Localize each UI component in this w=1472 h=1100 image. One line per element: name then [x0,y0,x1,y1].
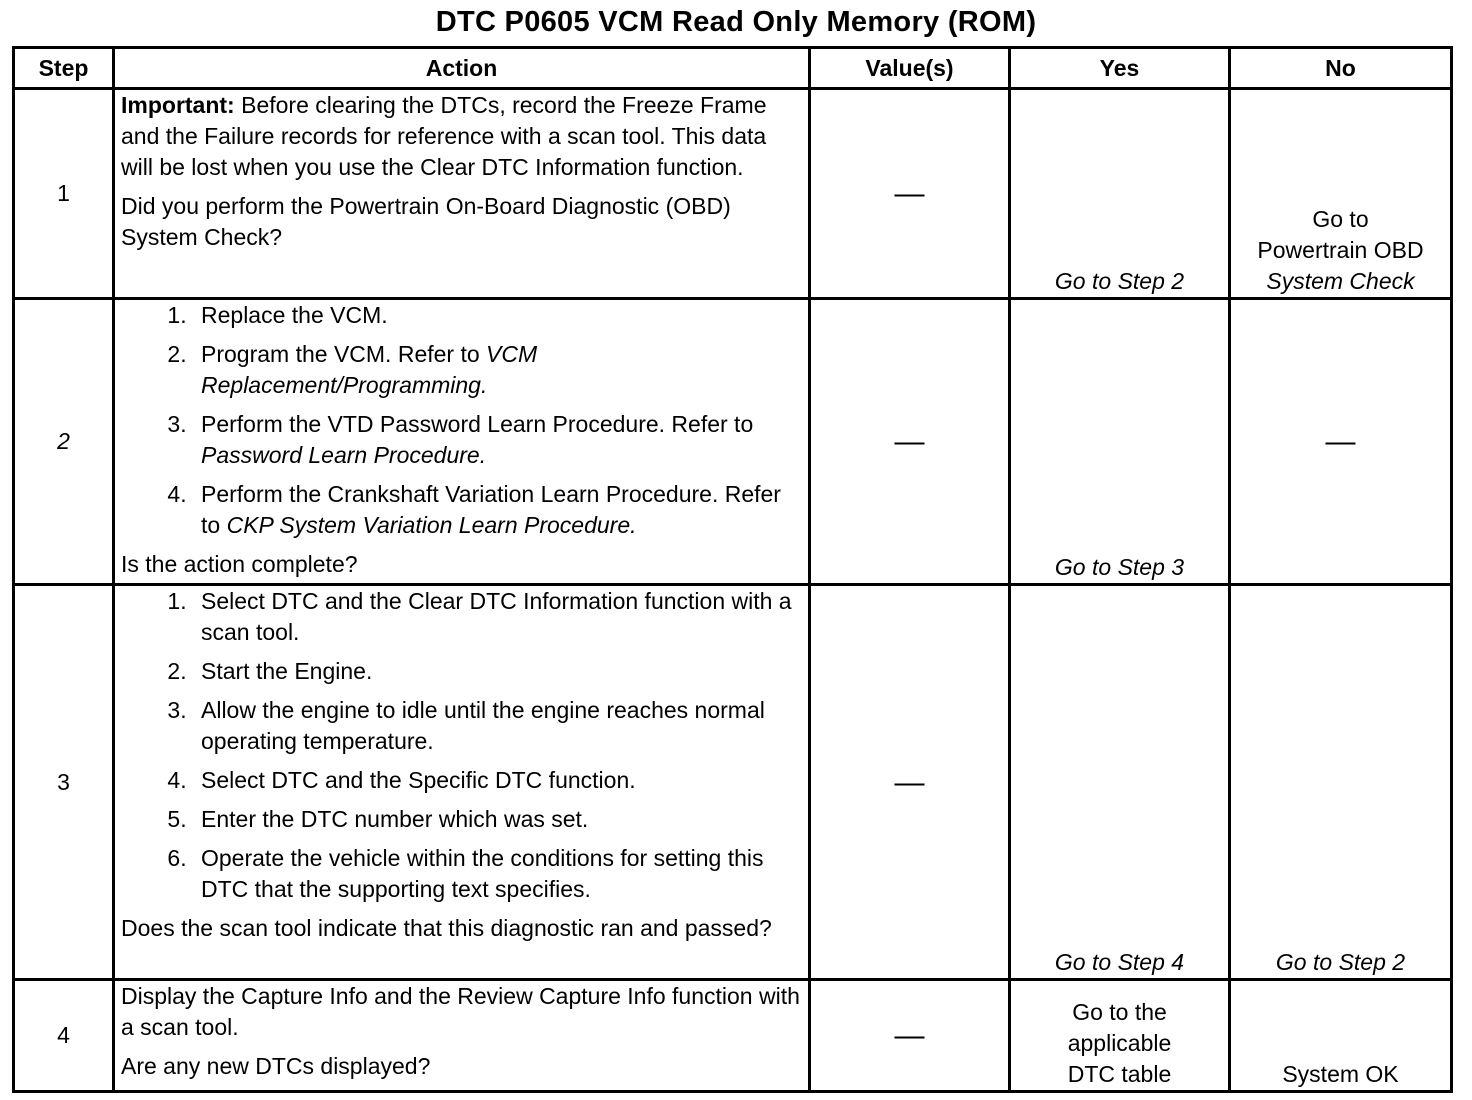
step-question: Is the action complete? [121,551,358,577]
item-reference[interactable]: VCM Replacement/Programming. [201,341,538,398]
table-row [14,89,1452,299]
step-question: Did you perform the Powertrain On-Board Diagnostic (OBD) System Check? [121,193,731,250]
item-text: Perform the VTD Password Learn Procedure. Refer to [201,411,754,437]
no-cell: System OK [1230,980,1452,1092]
item-text: Replace the VCM. [201,302,388,328]
yes-text-line: DTC table [1067,1061,1172,1087]
table-row [14,299,1452,585]
list-item: 3. Allow the engine to idle until the engine reaches normal operating temperature. [193,695,802,757]
header-step: Step [14,48,114,89]
action-cell [114,89,810,299]
important-text: Before clearing the DTCs, record the Freeze Frame and the Failure records for reference with a scan tool. This data will be lost when you use the Clear DTC Information function. [121,92,767,180]
step-instruction: Display the Capture Info and the Review Capture Info function with a scan tool. [121,983,800,1040]
step-number: 3 [14,585,114,980]
step-question: Does the scan tool indicate that this diagnostic ran and passed? [121,915,772,941]
header-no: No [1230,48,1452,89]
list-item: 6. Operate the vehicle within the conditions for setting this DTC that the supporting text specifies. [193,843,802,905]
yes-text-line: applicable [1067,1030,1172,1056]
step-question: Are any new DTCs displayed? [121,1053,431,1079]
page-title: DTC P0605 VCM Read Only Memory (ROM) [435,6,1037,38]
yes-cell [1010,980,1230,1092]
no-text-line: Powertrain OBD [1257,237,1424,263]
table-header-row [14,48,1452,89]
action-cell [114,299,810,585]
value-cell: — [810,980,1010,1092]
action-cell [114,980,810,1092]
item-reference[interactable]: Password Learn Procedure. [201,442,487,468]
no-text-line: Go to [1312,206,1369,232]
yes-link[interactable]: Go to Step 4 [1010,585,1230,980]
table-row [14,980,1452,1092]
action-cell [114,585,810,980]
value-cell: — [810,89,1010,299]
yes-link[interactable]: Go to Step 3 [1010,299,1230,585]
no-link[interactable]: Go to Step 2 [1230,585,1452,980]
list-item: 2. Start the Engine. [193,656,802,687]
list-item: 1. Select DTC and the Clear DTC Information function with a scan tool. [193,586,802,648]
item-text: Perform the Crankshaft Variation Learn Procedure. Refer to [201,481,781,538]
item-reference[interactable]: CKP System Variation Learn Procedure. [226,512,637,538]
yes-text-line: Go to the [1072,999,1167,1025]
procedure-list [121,300,802,541]
no-cell [1230,89,1452,299]
value-cell: — [810,585,1010,980]
diagnostic-table [12,46,1453,1093]
step-number: 1 [14,89,114,299]
table-row [14,585,1452,980]
header-action: Action [114,48,810,89]
list-item [193,409,802,471]
list-item: 5. Enter the DTC number which was set. [193,804,802,835]
important-note [121,90,802,183]
item-text: Program the VCM. Refer to [201,341,487,367]
no-cell: — [1230,299,1452,585]
list-item [193,300,802,331]
list-item [193,479,802,541]
header-values: Value(s) [810,48,1010,89]
list-item [193,339,802,401]
list-item: 4. Select DTC and the Specific DTC function. [193,765,802,796]
no-text-line: System Check [1266,268,1415,294]
step-number: 4 [14,980,114,1092]
procedure-list [121,586,802,905]
header-yes: Yes [1010,48,1230,89]
important-label: Important: [121,92,235,118]
yes-link[interactable]: Go to Step 2 [1010,89,1230,299]
step-number: 2 [14,299,114,585]
value-cell: — [810,299,1010,585]
